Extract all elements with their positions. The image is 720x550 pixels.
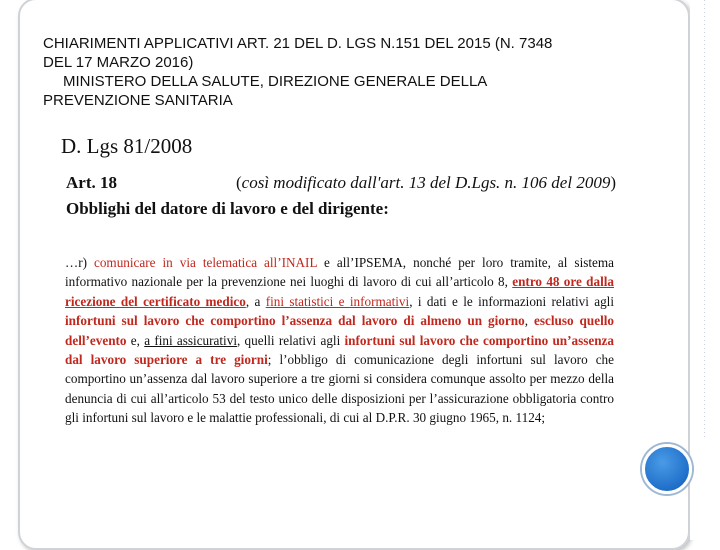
body-seg-12: a fini assicurativi <box>144 332 237 348</box>
dot <box>704 4 705 5</box>
dot <box>704 164 705 165</box>
article-reference-line <box>66 170 616 196</box>
decree-heading: D. Lgs 81/2008 <box>61 134 193 158</box>
dot <box>704 192 705 193</box>
open-paren: ( <box>236 173 242 192</box>
dot <box>704 384 705 385</box>
dot <box>704 424 705 425</box>
body-seg-5: , a <box>245 293 266 309</box>
dot <box>704 156 705 157</box>
dot <box>704 328 705 329</box>
dot <box>704 272 705 273</box>
dot <box>704 28 705 29</box>
dot <box>704 216 705 217</box>
body-seg-6: fini statistici e informativi <box>265 293 410 309</box>
dot <box>704 44 705 45</box>
dot <box>704 100 705 101</box>
body-seg-15: ; l’obbligo di comunicazione degli infortuni sul lavoro che comportino un’assenza dal lavoro superiore a tre giorni si considera comunque assolto per mezzo della denuncia di cui all’articolo 53 del testo unico delle disposizioni per l’assicurazione obbligatoria contro gli infortuni sul lavoro e le malattie professionali, di cui al D.P.R. 30 giugno 1965, n. 1124; <box>65 352 614 426</box>
dot <box>704 388 705 389</box>
dot <box>704 336 705 337</box>
article-header <box>66 170 616 222</box>
dot <box>704 84 705 85</box>
body-seg-10: escluso quello dell’evento <box>65 313 614 348</box>
right-decorative-strip <box>690 0 714 540</box>
dot <box>704 356 705 357</box>
dot <box>704 368 705 369</box>
dot <box>704 104 705 105</box>
dot <box>704 392 705 393</box>
dot <box>704 420 705 421</box>
dot <box>704 112 705 113</box>
dot <box>704 244 705 245</box>
dot <box>704 312 705 313</box>
dot <box>704 292 705 293</box>
title-line-1: CHIARIMENTI APPLICATIVI ART. 21 DEL D. LGS N.151 DEL 2015 (N. 7348 <box>43 35 553 52</box>
dot <box>704 404 705 405</box>
dot <box>704 68 705 69</box>
dot <box>704 308 705 309</box>
dot <box>704 224 705 225</box>
dot <box>704 240 705 241</box>
dot <box>704 80 705 81</box>
dot <box>704 180 705 181</box>
dot <box>704 296 705 297</box>
dot <box>704 172 705 173</box>
dot <box>704 148 705 149</box>
article-label: Art. 18 <box>66 173 117 192</box>
dot <box>704 88 705 89</box>
article-body-paragraph <box>65 253 614 428</box>
body-seg-1: …r) <box>65 255 94 270</box>
dot <box>704 332 705 333</box>
dot <box>704 132 705 133</box>
title-line-2: DEL 17 MARZO 2016) <box>43 54 194 71</box>
dot <box>704 316 705 317</box>
dot <box>704 364 705 365</box>
dot <box>704 12 705 13</box>
body-seg-13: , quelli relativi agli <box>236 332 345 348</box>
dot <box>704 128 705 129</box>
dot <box>704 352 705 353</box>
dot <box>704 60 705 61</box>
dot <box>704 340 705 341</box>
dot <box>704 208 705 209</box>
dot <box>704 184 705 185</box>
dot <box>704 288 705 289</box>
title-line-3: MINISTERO DELLA SALUTE, DIREZIONE GENERALE DELLA <box>63 73 488 90</box>
blue-circle-decoration <box>642 444 692 494</box>
dot <box>704 220 705 221</box>
article-subtitle: Obblighi del datore di lavoro e del dirigente: <box>66 199 389 218</box>
dot <box>704 116 705 117</box>
dot <box>704 188 705 189</box>
body-seg-14: infortuni sul lavoro che comportino un’assenza dal lavoro superiore a tre giorni <box>65 332 614 368</box>
dot <box>704 412 705 413</box>
dot <box>704 400 705 401</box>
dot <box>704 0 705 1</box>
close-paren: ) <box>610 173 616 192</box>
dot <box>704 36 705 37</box>
title-line-4: PREVENZIONE SANITARIA <box>43 92 233 109</box>
dot <box>704 204 705 205</box>
dot <box>704 32 705 33</box>
dot <box>704 304 705 305</box>
dot <box>704 428 705 429</box>
dot <box>704 212 705 213</box>
dot <box>704 144 705 145</box>
dot <box>704 76 705 77</box>
dot <box>704 48 705 49</box>
dot <box>704 320 705 321</box>
dot <box>704 276 705 277</box>
slide-title <box>43 34 623 110</box>
dot <box>704 436 705 437</box>
dot <box>704 92 705 93</box>
dot <box>704 376 705 377</box>
dot <box>704 324 705 325</box>
body-seg-11: e, <box>126 332 145 348</box>
dot <box>704 24 705 25</box>
dot <box>704 120 705 121</box>
dot <box>704 268 705 269</box>
dot <box>704 360 705 361</box>
dot <box>704 160 705 161</box>
dot <box>704 168 705 169</box>
dot <box>704 432 705 433</box>
dot <box>704 124 705 125</box>
dot <box>704 200 705 201</box>
dot <box>704 108 705 109</box>
dot <box>704 16 705 17</box>
dot <box>704 372 705 373</box>
dot <box>704 20 705 21</box>
dot <box>704 252 705 253</box>
dot <box>704 236 705 237</box>
dot <box>704 56 705 57</box>
dot <box>704 300 705 301</box>
dot <box>704 96 705 97</box>
dot <box>704 248 705 249</box>
dot <box>704 284 705 285</box>
body-seg-7: , i dati e le informazioni relativi agli <box>409 293 615 309</box>
dot <box>704 280 705 281</box>
dot <box>704 228 705 229</box>
dot <box>704 40 705 41</box>
article-modification-note: così modificato dall'art. 13 del D.Lgs. n. 106 del 2009 <box>241 173 611 192</box>
dot <box>704 408 705 409</box>
dot <box>704 416 705 417</box>
dot <box>704 64 705 65</box>
dotted-line-decoration <box>703 0 706 440</box>
dot <box>704 52 705 53</box>
body-seg-9: , <box>524 313 534 329</box>
dot <box>704 344 705 345</box>
body-seg-2: comunicare in via telematica all’INAIL <box>93 255 318 270</box>
dot <box>704 72 705 73</box>
dot <box>704 136 705 137</box>
body-seg-4: entro 48 ore dalla ricezione del certificato medico <box>65 274 614 309</box>
body-seg-8: infortuni sul lavoro che comportino l’assenza dal lavoro di almeno un giorno <box>65 313 525 329</box>
dot <box>704 260 705 261</box>
dot <box>704 264 705 265</box>
dot <box>704 196 705 197</box>
dot <box>704 380 705 381</box>
dot <box>704 152 705 153</box>
dot <box>704 396 705 397</box>
dot <box>704 140 705 141</box>
dot <box>704 256 705 257</box>
dot <box>704 348 705 349</box>
dot <box>704 232 705 233</box>
dot <box>704 176 705 177</box>
body-seg-3: e all’IPSEMA, nonché per loro tramite, al sistema informativo nazionale per la prevenzione nei luoghi di lavoro di cui all’articolo 8, <box>65 255 614 290</box>
dot <box>704 8 705 9</box>
